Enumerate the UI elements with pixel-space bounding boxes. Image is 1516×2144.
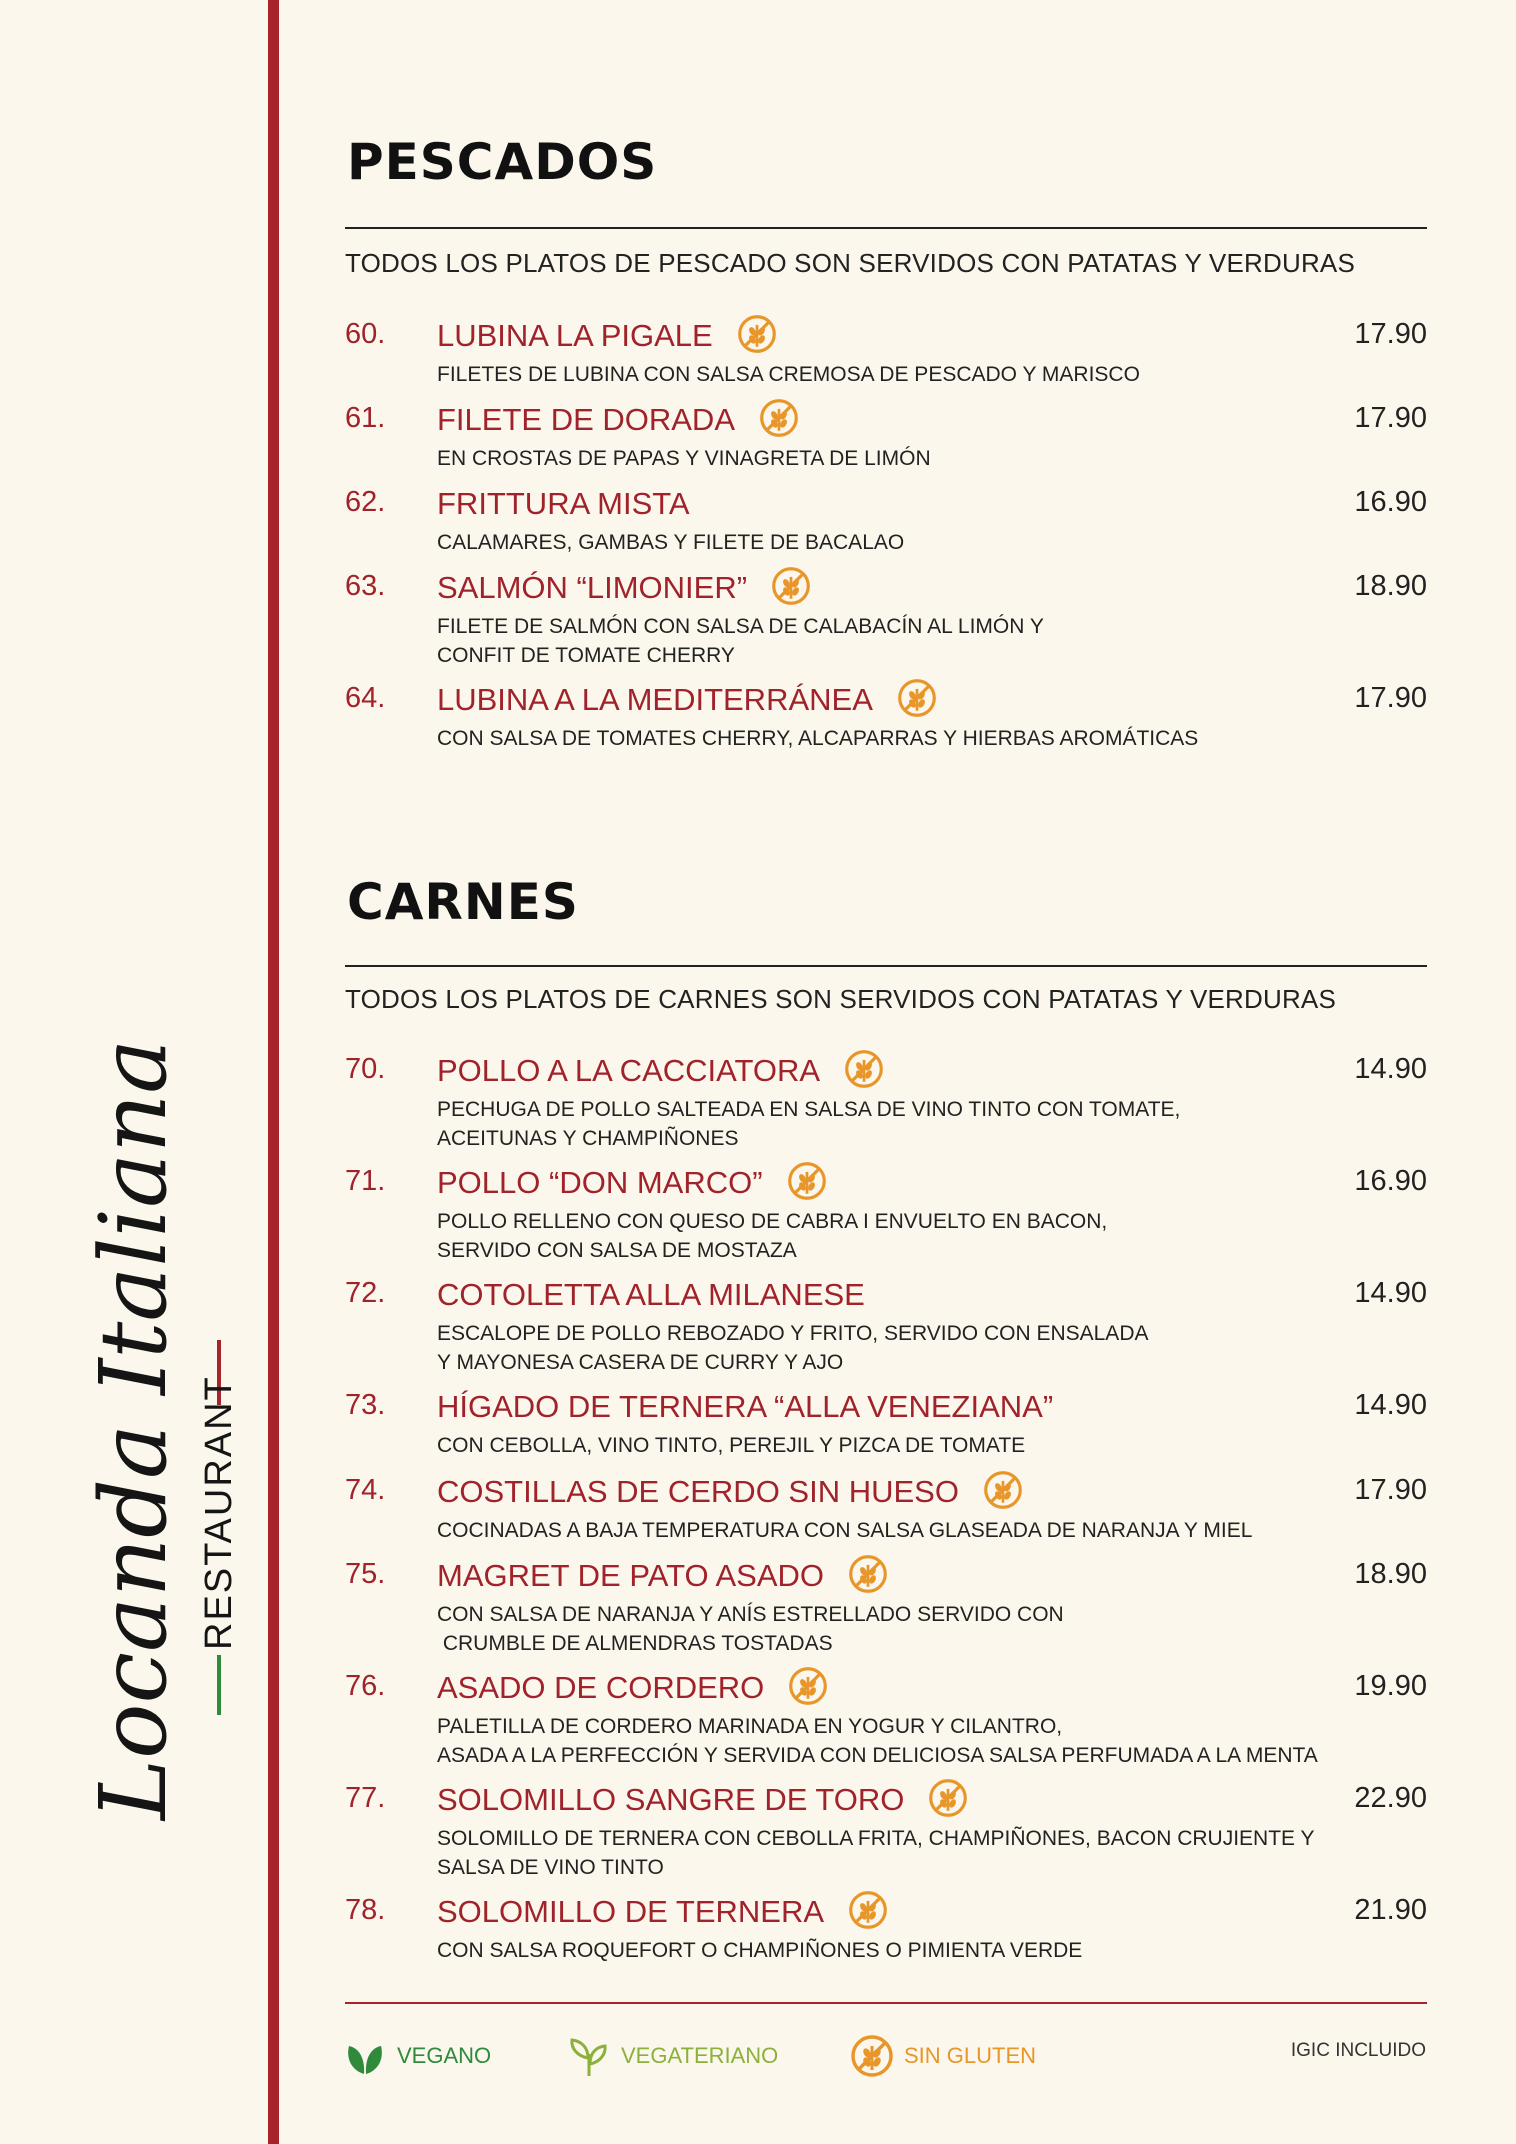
gluten-free-icon: [844, 1049, 884, 1089]
item-name-row: [437, 318, 777, 354]
legend-sin-gluten: [850, 2032, 1036, 2080]
item-number: 63.: [345, 570, 386, 602]
item-number: 74.: [345, 1474, 386, 1506]
item-name-row: [437, 1389, 1053, 1425]
gluten-free-icon: [737, 314, 777, 354]
item-description: FILETE DE SALMÓN CON SALSA DE CALABACÍN AL LIMÓN Y CONFIT DE TOMATE CHERRY: [437, 615, 1044, 667]
section-title-carnes: CARNES: [347, 873, 579, 931]
item-number: 75.: [345, 1558, 386, 1590]
item-number: 77.: [345, 1782, 386, 1814]
item-description: CON SALSA ROQUEFORT O CHAMPIÑONES O PIMIENTA VERDE: [437, 1939, 1083, 1962]
gluten-free-icon: [983, 1470, 1023, 1510]
item-name-row: [437, 1670, 828, 1706]
item-name-row: [437, 1894, 888, 1930]
item-name-row: [437, 1165, 827, 1201]
legend-sin-gluten-label: SIN GLUTEN: [904, 2043, 1037, 2068]
gluten-free-icon: [928, 1778, 968, 1818]
item-price: 18.90: [1354, 570, 1427, 602]
item-number: 71.: [345, 1165, 386, 1197]
legend-vegano: [343, 2032, 491, 2080]
igic-note: IGIC INCLUIDO: [1290, 2040, 1426, 2061]
item-name-row: [437, 1558, 888, 1594]
vegan-leaf-icon: [343, 2034, 387, 2078]
item-name: LUBINA A LA MEDITERRÁNEA: [437, 682, 873, 717]
item-name-row: [437, 1782, 968, 1818]
item-price: 14.90: [1354, 1389, 1427, 1421]
item-number: 72.: [345, 1277, 386, 1309]
item-price: 14.90: [1354, 1277, 1427, 1309]
item-price: 22.90: [1354, 1782, 1427, 1814]
item-number: 76.: [345, 1670, 386, 1702]
item-description: POLLO RELLENO CON QUESO DE CABRA I ENVUELTO EN BACON, SERVIDO CON SALSA DE MOSTAZA: [437, 1210, 1108, 1262]
item-number: 73.: [345, 1389, 386, 1421]
item-description: ESCALOPE DE POLLO REBOZADO Y FRITO, SERVIDO CON ENSALADA Y MAYONESA CASERA DE CURRY Y AJO: [437, 1322, 1149, 1374]
item-price: 19.90: [1354, 1670, 1427, 1702]
item-price: 16.90: [1354, 486, 1427, 518]
section-rule: [345, 965, 1427, 967]
item-name: ASADO DE CORDERO: [437, 1670, 765, 1705]
brand-logo-graphic: [80, 1038, 245, 1830]
gluten-free-icon: [850, 2034, 894, 2078]
item-description: FILETES DE LUBINA CON SALSA CREMOSA DE PESCADO Y MARISCO: [437, 363, 1140, 386]
brand-logo: [80, 1038, 245, 1830]
legend-vegetariano-label: VEGATERIANO: [621, 2043, 779, 2068]
item-name: FRITTURA MISTA: [437, 486, 690, 521]
item-name: SOLOMILLO SANGRE DE TORO: [437, 1782, 905, 1817]
flag-green-stripe: [217, 1655, 221, 1715]
brand-subtitle: RESTAURANT: [198, 1375, 240, 1650]
item-price: 17.90: [1354, 682, 1427, 714]
item-number: 70.: [345, 1053, 386, 1085]
gluten-free-icon: [848, 1890, 888, 1930]
item-description: EN CROSTAS DE PAPAS Y VINAGRETA DE LIMÓN: [437, 447, 931, 470]
item-name: SALMÓN “LIMONIER”: [437, 570, 748, 605]
item-number: 64.: [345, 682, 386, 714]
item-name-row: [437, 1277, 865, 1313]
item-name-row: [437, 402, 799, 438]
item-description: CON SALSA DE NARANJA Y ANÍS ESTRELLADO SERVIDO CON CRUMBLE DE ALMENDRAS TOSTADAS: [437, 1603, 1064, 1655]
item-name: SOLOMILLO DE TERNERA: [437, 1894, 825, 1929]
legend-vegetariano: [567, 2032, 778, 2080]
section-rule: [345, 227, 1427, 229]
item-price: 17.90: [1354, 318, 1427, 350]
item-price: 16.90: [1354, 1165, 1427, 1197]
sidebar-divider-line: [268, 0, 279, 2144]
item-description: CALAMARES, GAMBAS Y FILETE DE BACALAO: [437, 531, 905, 554]
item-name-row: [437, 486, 690, 522]
vegetarian-leaf-icon: [567, 2034, 611, 2078]
gluten-free-icon: [771, 566, 811, 606]
item-name: POLLO “DON MARCO”: [437, 1165, 763, 1200]
item-name: HÍGADO DE TERNERA “ALLA VENEZIANA”: [437, 1389, 1054, 1424]
legend-divider: [345, 2002, 1427, 2004]
item-name: POLLO A LA CACCIATORA: [437, 1053, 821, 1088]
legend-vegano-label: VEGANO: [397, 2043, 492, 2068]
item-price: 17.90: [1354, 402, 1427, 434]
gluten-free-icon: [787, 1161, 827, 1201]
item-number: 60.: [345, 318, 386, 350]
gluten-free-icon: [897, 678, 937, 718]
item-price: 14.90: [1354, 1053, 1427, 1085]
brand-script-name: Locanda Italiana: [80, 1038, 187, 1820]
item-description: SOLOMILLO DE TERNERA CON CEBOLLA FRITA, CHAMPIÑONES, BACON CRUJIENTE Y SALSA DE VINO TINTO: [437, 1827, 1315, 1879]
item-name: MAGRET DE PATO ASADO: [437, 1558, 825, 1593]
gluten-free-icon: [848, 1554, 888, 1594]
item-name: COTOLETTA ALLA MILANESE: [437, 1277, 865, 1312]
item-name: FILETE DE DORADA: [437, 402, 735, 437]
item-description: COCINADAS A BAJA TEMPERATURA CON SALSA GLASEADA DE NARANJA Y MIEL: [437, 1519, 1253, 1542]
item-description: CON SALSA DE TOMATES CHERRY, ALCAPARRAS Y HIERBAS AROMÁTICAS: [437, 727, 1199, 750]
section-note: TODOS LOS PLATOS DE CARNES SON SERVIDOS CON PATATAS Y VERDURAS: [345, 984, 1337, 1014]
item-name-row: [437, 1474, 1023, 1510]
item-price: 17.90: [1354, 1474, 1427, 1506]
item-price: 21.90: [1354, 1894, 1427, 1926]
item-name-row: [437, 682, 937, 718]
item-number: 62.: [345, 486, 386, 518]
item-name: LUBINA LA PIGALE: [437, 318, 713, 353]
item-description: CON CEBOLLA, VINO TINTO, PEREJIL Y PIZCA DE TOMATE: [437, 1434, 1026, 1457]
item-description: PALETILLA DE CORDERO MARINADA EN YOGUR Y CILANTRO, ASADA A LA PERFECCIÓN Y SERVIDA CON DELICIOSA SALSA PERFUMADA A LA MENTA: [437, 1715, 1318, 1767]
section-note: TODOS LOS PLATOS DE PESCADO SON SERVIDOS CON PATATAS Y VERDURAS: [345, 248, 1356, 278]
item-description: PECHUGA DE POLLO SALTEADA EN SALSA DE VINO TINTO CON TOMATE, ACEITUNAS Y CHAMPIÑONES: [437, 1098, 1181, 1150]
item-price: 18.90: [1354, 1558, 1427, 1590]
item-number: 61.: [345, 402, 386, 434]
gluten-free-icon: [788, 1666, 828, 1706]
item-name: COSTILLAS DE CERDO SIN HUESO: [437, 1474, 959, 1509]
gluten-free-icon: [759, 398, 799, 438]
item-name-row: [437, 1053, 884, 1089]
item-number: 78.: [345, 1894, 386, 1926]
item-name-row: [437, 570, 811, 606]
section-title-pescados: PESCADOS: [347, 133, 658, 191]
